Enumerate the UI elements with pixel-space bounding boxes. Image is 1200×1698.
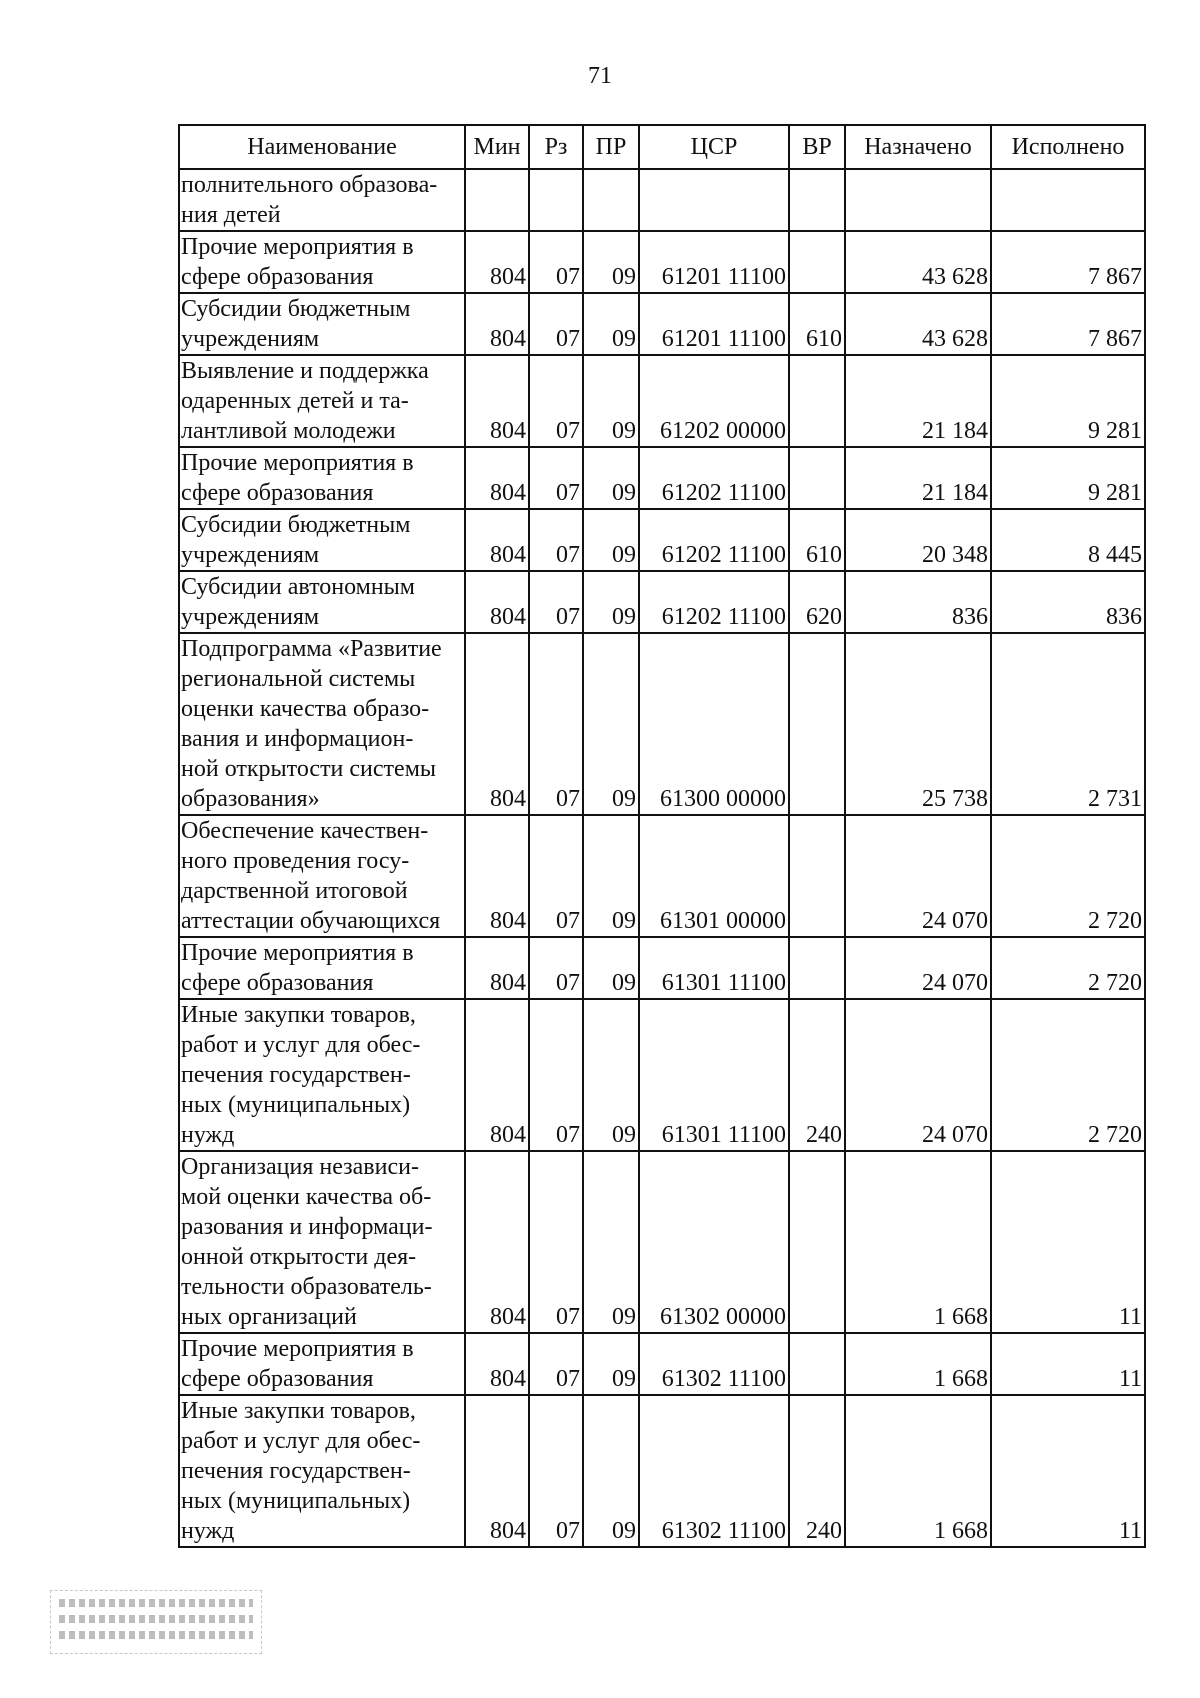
cell-rz: 07 (529, 447, 583, 509)
cell-rz: 07 (529, 509, 583, 571)
cell-vr: 240 (789, 999, 845, 1151)
cell-csr: 61301 00000 (639, 815, 789, 937)
table-row (179, 169, 1145, 231)
cell-pr: 09 (583, 1151, 639, 1333)
cell-executed: 7 867 (991, 293, 1145, 355)
cell-vr (789, 169, 845, 231)
cell-pr: 09 (583, 633, 639, 815)
header-rz: Рз (529, 125, 583, 169)
cell-min: 804 (465, 509, 529, 571)
cell-min: 804 (465, 633, 529, 815)
table-row (179, 231, 1145, 293)
cell-csr: 61201 11100 (639, 293, 789, 355)
cell-executed (991, 169, 1145, 231)
cell-csr: 61302 11100 (639, 1395, 789, 1547)
cell-csr (639, 169, 789, 231)
table-row (179, 447, 1145, 509)
cell-executed: 7 867 (991, 231, 1145, 293)
cell-csr: 61202 11100 (639, 571, 789, 633)
cell-name: Субсидии автономным учреждениям (179, 571, 465, 633)
cell-pr: 09 (583, 231, 639, 293)
cell-name: Иные закупки товаров, работ и услуг для обес- печения государствен- ных (муниципальных) нужд (179, 999, 465, 1151)
header-min: Мин (465, 125, 529, 169)
cell-pr: 09 (583, 293, 639, 355)
cell-name: Субсидии бюджетным учреждениям (179, 293, 465, 355)
cell-vr (789, 633, 845, 815)
cell-vr (789, 1151, 845, 1333)
cell-executed: 2 720 (991, 815, 1145, 937)
cell-assigned (845, 169, 991, 231)
cell-rz: 07 (529, 999, 583, 1151)
cell-min: 804 (465, 999, 529, 1151)
cell-vr (789, 231, 845, 293)
cell-vr: 610 (789, 293, 845, 355)
cell-executed: 836 (991, 571, 1145, 633)
cell-csr: 61202 00000 (639, 355, 789, 447)
cell-name: Субсидии бюджетным учреждениям (179, 509, 465, 571)
cell-csr: 61302 00000 (639, 1151, 789, 1333)
cell-name: полнительного образова- ния детей (179, 169, 465, 231)
cell-executed: 8 445 (991, 509, 1145, 571)
cell-pr (583, 169, 639, 231)
cell-vr (789, 355, 845, 447)
cell-name: Иные закупки товаров, работ и услуг для обес- печения государствен- ных (муниципальных) нужд (179, 1395, 465, 1547)
cell-csr: 61202 11100 (639, 447, 789, 509)
table-row (179, 815, 1145, 937)
stamp-line (59, 1631, 253, 1639)
cell-pr: 09 (583, 815, 639, 937)
cell-rz: 07 (529, 937, 583, 999)
header-csr: ЦСР (639, 125, 789, 169)
cell-executed: 11 (991, 1151, 1145, 1333)
cell-pr: 09 (583, 937, 639, 999)
cell-rz: 07 (529, 293, 583, 355)
cell-assigned: 24 070 (845, 815, 991, 937)
cell-assigned: 43 628 (845, 293, 991, 355)
scan-stamp-mark (50, 1590, 262, 1654)
header-vr: ВР (789, 125, 845, 169)
cell-csr: 61201 11100 (639, 231, 789, 293)
cell-min: 804 (465, 355, 529, 447)
cell-min: 804 (465, 937, 529, 999)
cell-vr (789, 447, 845, 509)
cell-assigned: 21 184 (845, 447, 991, 509)
cell-min: 804 (465, 1395, 529, 1547)
cell-rz: 07 (529, 571, 583, 633)
cell-executed: 2 720 (991, 937, 1145, 999)
cell-rz: 07 (529, 633, 583, 815)
cell-assigned: 21 184 (845, 355, 991, 447)
cell-name: Прочие мероприятия в сфере образования (179, 447, 465, 509)
table-row (179, 1395, 1145, 1547)
table-row (179, 633, 1145, 815)
table-row (179, 1333, 1145, 1395)
cell-csr: 61202 11100 (639, 509, 789, 571)
header-pr: ПР (583, 125, 639, 169)
cell-name: Прочие мероприятия в сфере образования (179, 1333, 465, 1395)
cell-pr: 09 (583, 1333, 639, 1395)
cell-pr: 09 (583, 1395, 639, 1547)
header-name: Наименование (179, 125, 465, 169)
cell-csr: 61302 11100 (639, 1333, 789, 1395)
cell-rz (529, 169, 583, 231)
page-number: 71 (588, 63, 612, 89)
table-row (179, 293, 1145, 355)
cell-assigned: 24 070 (845, 937, 991, 999)
cell-name: Подпрограмма «Развитие региональной системы оценки качества образо- вания и информацион- ной открытости системы образования» (179, 633, 465, 815)
cell-name: Прочие мероприятия в сфере образования (179, 231, 465, 293)
cell-pr: 09 (583, 571, 639, 633)
cell-rz: 07 (529, 1395, 583, 1547)
cell-name: Выявление и поддержка одаренных детей и та- лантливой молодежи (179, 355, 465, 447)
cell-assigned: 1 668 (845, 1333, 991, 1395)
cell-min: 804 (465, 293, 529, 355)
cell-min: 804 (465, 231, 529, 293)
cell-min: 804 (465, 815, 529, 937)
cell-executed: 2 720 (991, 999, 1145, 1151)
cell-assigned: 43 628 (845, 231, 991, 293)
cell-executed: 11 (991, 1395, 1145, 1547)
cell-assigned: 1 668 (845, 1395, 991, 1547)
cell-min: 804 (465, 571, 529, 633)
cell-min: 804 (465, 1333, 529, 1395)
cell-assigned: 1 668 (845, 1151, 991, 1333)
cell-executed: 11 (991, 1333, 1145, 1395)
cell-pr: 09 (583, 999, 639, 1151)
cell-vr (789, 1333, 845, 1395)
cell-vr (789, 815, 845, 937)
cell-pr: 09 (583, 509, 639, 571)
cell-assigned: 836 (845, 571, 991, 633)
table-row (179, 1151, 1145, 1333)
budget-table (178, 124, 1146, 1548)
stamp-line (59, 1599, 253, 1607)
cell-name: Обеспечение качествен- ного проведения госу- дарственной итоговой аттестации обучающихся (179, 815, 465, 937)
cell-executed: 9 281 (991, 447, 1145, 509)
cell-csr: 61300 00000 (639, 633, 789, 815)
cell-executed: 9 281 (991, 355, 1145, 447)
cell-assigned: 24 070 (845, 999, 991, 1151)
header-assigned: Назначено (845, 125, 991, 169)
cell-rz: 07 (529, 355, 583, 447)
cell-min: 804 (465, 1151, 529, 1333)
cell-vr: 620 (789, 571, 845, 633)
cell-rz: 07 (529, 815, 583, 937)
table-row (179, 999, 1145, 1151)
cell-vr: 610 (789, 509, 845, 571)
cell-executed: 2 731 (991, 633, 1145, 815)
cell-assigned: 20 348 (845, 509, 991, 571)
cell-assigned: 25 738 (845, 633, 991, 815)
table-row (179, 509, 1145, 571)
cell-min: 804 (465, 447, 529, 509)
cell-pr: 09 (583, 447, 639, 509)
table-header-row (179, 125, 1145, 169)
cell-csr: 61301 11100 (639, 937, 789, 999)
cell-rz: 07 (529, 231, 583, 293)
cell-min (465, 169, 529, 231)
cell-name: Организация независи- мой оценки качества об- разования и информаци- онной открытости дея- тельности образователь- ных организаций (179, 1151, 465, 1333)
table-row (179, 571, 1145, 633)
cell-name: Прочие мероприятия в сфере образования (179, 937, 465, 999)
table-row (179, 355, 1145, 447)
cell-rz: 07 (529, 1151, 583, 1333)
cell-vr: 240 (789, 1395, 845, 1547)
stamp-line (59, 1615, 253, 1623)
cell-rz: 07 (529, 1333, 583, 1395)
cell-csr: 61301 11100 (639, 999, 789, 1151)
table-row (179, 937, 1145, 999)
header-executed: Исполнено (991, 125, 1145, 169)
cell-vr (789, 937, 845, 999)
cell-pr: 09 (583, 355, 639, 447)
